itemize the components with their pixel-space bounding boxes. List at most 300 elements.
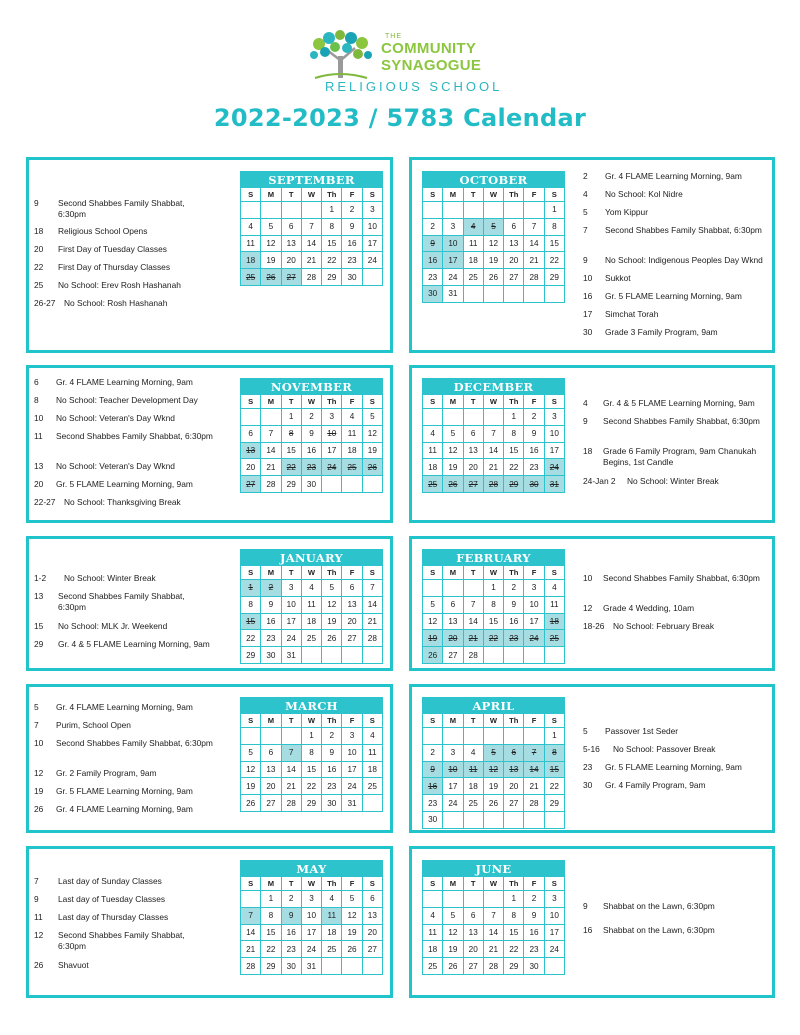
day-cell: 15 — [281, 442, 301, 459]
weekday-header: T — [463, 188, 483, 202]
day-cell: 27 — [342, 630, 362, 647]
day-cell: 12 — [443, 442, 463, 459]
day-cell: 26 — [423, 647, 443, 664]
day-cell: 9 — [524, 425, 544, 442]
day-cell: 25 — [463, 795, 483, 812]
day-cell: 4 — [241, 218, 261, 235]
event-date: 13 — [34, 461, 44, 471]
weekday-header: Th — [322, 714, 342, 728]
day-cell: 22 — [241, 630, 261, 647]
event-item — [34, 479, 224, 490]
weekday-header: W — [483, 714, 503, 728]
day-cell: 12 — [443, 924, 463, 941]
event-text: No School: Rosh Hashanah — [64, 298, 168, 308]
day-cell: 18 — [342, 442, 362, 459]
day-cell: 27 — [504, 795, 524, 812]
day-cell: 16 — [423, 252, 443, 269]
day-cell: 26 — [443, 476, 463, 493]
event-item — [583, 762, 773, 773]
event-item — [583, 726, 773, 737]
event-item — [34, 930, 224, 951]
day-cell: 5 — [241, 744, 261, 761]
empty-cell — [504, 647, 524, 664]
event-item — [34, 226, 224, 237]
event-date: 26 — [34, 960, 44, 970]
event-item — [583, 573, 773, 584]
day-cell: 15 — [504, 924, 524, 941]
day-cell: 23 — [342, 252, 362, 269]
event-item — [34, 573, 224, 584]
day-cell: 19 — [362, 442, 382, 459]
day-cell: 25 — [463, 269, 483, 286]
day-cell: 2 — [322, 728, 342, 745]
empty-cell — [524, 728, 544, 745]
day-cell: 21 — [463, 630, 483, 647]
day-cell: 22 — [281, 459, 301, 476]
day-cell: 7 — [483, 907, 503, 924]
day-cell: 4 — [463, 744, 483, 761]
day-cell: 11 — [322, 907, 342, 924]
day-cell: 1 — [544, 728, 564, 745]
event-text: Sukkot — [605, 273, 631, 283]
weekday-header: T — [281, 566, 301, 580]
day-cell: 8 — [322, 218, 342, 235]
weekday-header: Th — [504, 566, 524, 580]
day-cell: 28 — [483, 958, 503, 975]
weekday-header: S — [241, 714, 261, 728]
day-cell: 13 — [443, 613, 463, 630]
day-cell: 25 — [322, 941, 342, 958]
day-cell: 30 — [281, 958, 301, 975]
day-cell: 10 — [524, 596, 544, 613]
day-cell: 4 — [423, 425, 443, 442]
event-date: 18 — [583, 446, 593, 456]
weekday-header: T — [281, 714, 301, 728]
day-cell: 27 — [261, 795, 281, 812]
event-date: 10 — [583, 573, 593, 583]
event-date: 26-27 — [34, 298, 56, 308]
day-cell: 14 — [301, 235, 321, 252]
day-cell: 2 — [261, 580, 281, 597]
day-cell: 6 — [463, 907, 483, 924]
event-text: Second Shabbes Family Shabbat, 6:30pm — [603, 416, 760, 426]
day-cell: 15 — [241, 613, 261, 630]
empty-cell — [524, 647, 544, 664]
event-text: No School: February Break — [613, 621, 715, 631]
empty-cell — [362, 269, 382, 286]
day-cell: 25 — [241, 269, 261, 286]
event-item — [34, 720, 224, 731]
event-text: No School: Erev Rosh Hashanah — [58, 280, 181, 290]
day-cell: 1 — [504, 409, 524, 426]
day-cell: 13 — [362, 907, 382, 924]
day-cell: 18 — [322, 924, 342, 941]
event-text: Shabbat on the Lawn, 6:30pm — [603, 901, 715, 911]
day-cell: 5 — [261, 218, 281, 235]
weekday-header: W — [301, 395, 321, 409]
day-cell: 10 — [443, 761, 463, 778]
day-cell: 28 — [261, 476, 281, 493]
weekday-header: S — [544, 188, 564, 202]
weekday-header: S — [544, 395, 564, 409]
event-text: Gr. 5 FLAME Learning Morning, 9am — [605, 762, 742, 772]
empty-cell — [483, 285, 503, 302]
empty-cell — [423, 409, 443, 426]
day-cell: 11 — [362, 744, 382, 761]
event-date: 30 — [583, 327, 593, 337]
day-cell: 6 — [463, 425, 483, 442]
day-cell: 12 — [362, 425, 382, 442]
event-date: 4 — [583, 398, 588, 408]
month-name: OCTOBER — [423, 172, 565, 188]
weekday-header: W — [301, 714, 321, 728]
event-date: 6 — [34, 377, 39, 387]
day-cell: 2 — [423, 744, 443, 761]
day-cell: 20 — [281, 252, 301, 269]
day-cell: 17 — [342, 761, 362, 778]
day-cell: 3 — [342, 728, 362, 745]
empty-cell — [463, 891, 483, 908]
day-cell: 19 — [423, 630, 443, 647]
day-cell: 9 — [342, 218, 362, 235]
event-text: No School: Veteran's Day Wknd — [56, 413, 175, 423]
weekday-header: M — [261, 714, 281, 728]
day-cell: 28 — [483, 476, 503, 493]
day-cell: 28 — [281, 795, 301, 812]
weekday-header: M — [261, 566, 281, 580]
event-item — [34, 876, 224, 887]
event-date: 22-27 — [34, 497, 56, 507]
day-cell: 17 — [443, 778, 463, 795]
event-item — [583, 327, 773, 338]
event-date: 11 — [34, 431, 43, 441]
day-cell: 13 — [261, 761, 281, 778]
day-cell: 14 — [281, 761, 301, 778]
logo — [305, 30, 505, 96]
month-name: FEBRUARY — [423, 550, 565, 566]
event-item — [34, 377, 224, 388]
day-cell: 19 — [241, 778, 261, 795]
weekday-header: S — [544, 714, 564, 728]
day-cell: 29 — [261, 958, 281, 975]
empty-cell — [483, 647, 503, 664]
empty-cell — [463, 728, 483, 745]
empty-cell — [241, 891, 261, 908]
weekday-header: S — [362, 395, 382, 409]
empty-cell — [443, 891, 463, 908]
empty-cell — [504, 811, 524, 828]
day-cell: 19 — [443, 941, 463, 958]
day-cell: 4 — [362, 728, 382, 745]
event-item — [34, 768, 224, 779]
event-item — [34, 298, 224, 309]
event-text: Second Shabbes Family Shabbat, 6:30pm — [58, 198, 185, 219]
day-cell: 3 — [362, 202, 382, 219]
weekday-header: W — [483, 877, 503, 891]
empty-cell — [322, 647, 342, 664]
weekday-header: Th — [504, 714, 524, 728]
day-cell: 30 — [342, 269, 362, 286]
logo-the: THE — [385, 33, 402, 40]
event-text: First Day of Thursday Classes — [58, 262, 171, 272]
day-cell: 25 — [342, 459, 362, 476]
event-text: Second Shabbes Family Shabbat, 6:30pm — [603, 573, 760, 583]
day-cell: 28 — [463, 647, 483, 664]
weekday-header: T — [281, 395, 301, 409]
day-cell: 19 — [483, 778, 503, 795]
day-cell: 27 — [504, 269, 524, 286]
day-cell: 2 — [281, 891, 301, 908]
day-cell: 11 — [241, 235, 261, 252]
day-cell: 9 — [504, 596, 524, 613]
day-cell: 7 — [261, 425, 281, 442]
day-cell: 21 — [362, 613, 382, 630]
day-cell: 20 — [504, 252, 524, 269]
weekday-header: S — [241, 566, 261, 580]
weekday-header: F — [342, 877, 362, 891]
empty-cell — [483, 409, 503, 426]
day-cell: 31 — [443, 285, 463, 302]
day-cell: 26 — [322, 630, 342, 647]
event-item — [34, 804, 224, 815]
event-text: Gr. 5 FLAME Learning Morning, 9am — [56, 786, 193, 796]
day-cell: 1 — [301, 728, 321, 745]
day-cell: 19 — [342, 924, 362, 941]
empty-cell — [463, 580, 483, 597]
day-cell: 27 — [463, 476, 483, 493]
event-date: 1-2 — [34, 573, 47, 583]
day-cell: 6 — [362, 891, 382, 908]
event-item — [583, 171, 773, 182]
day-cell: 13 — [504, 235, 524, 252]
event-date: 26 — [34, 804, 44, 814]
day-cell: 22 — [483, 630, 503, 647]
event-item — [583, 621, 773, 632]
day-cell: 27 — [281, 269, 301, 286]
day-cell: 30 — [301, 476, 321, 493]
day-cell: 3 — [443, 218, 463, 235]
day-cell: 5 — [423, 596, 443, 613]
day-cell: 30 — [524, 958, 544, 975]
event-item — [34, 621, 224, 632]
day-cell: 30 — [423, 811, 443, 828]
day-cell: 22 — [544, 252, 564, 269]
day-cell: 24 — [322, 459, 342, 476]
empty-cell — [423, 202, 443, 219]
day-cell: 14 — [463, 613, 483, 630]
weekday-header: S — [362, 188, 382, 202]
event-text: Grade 3 Family Program, 9am — [605, 327, 718, 337]
day-cell: 13 — [342, 596, 362, 613]
day-cell: 24 — [544, 459, 564, 476]
event-date: 4 — [583, 189, 588, 199]
day-cell: 2 — [301, 409, 321, 426]
day-cell: 5 — [483, 218, 503, 235]
event-item — [34, 461, 224, 472]
event-date: 15 — [34, 621, 44, 631]
weekday-header: M — [443, 714, 463, 728]
event-item — [34, 702, 224, 713]
day-cell: 15 — [544, 235, 564, 252]
day-cell: 9 — [301, 425, 321, 442]
empty-cell — [483, 891, 503, 908]
logo-synagogue: SYNAGOGUE — [381, 57, 482, 74]
day-cell: 3 — [524, 580, 544, 597]
day-cell: 11 — [423, 442, 443, 459]
month-name: NOVEMBER — [241, 379, 383, 395]
event-item — [583, 291, 773, 302]
event-date: 25 — [34, 280, 44, 290]
day-cell: 1 — [483, 580, 503, 597]
event-text: Gr. 4 FLAME Learning Morning, 9am — [56, 377, 193, 387]
day-cell: 8 — [504, 907, 524, 924]
event-date: 29 — [34, 639, 44, 649]
day-cell: 13 — [281, 235, 301, 252]
day-cell: 14 — [483, 442, 503, 459]
event-text: No School: Indigenous Peoples Day Wknd — [605, 255, 763, 265]
empty-cell — [423, 728, 443, 745]
weekday-header: M — [443, 395, 463, 409]
day-cell: 24 — [524, 630, 544, 647]
month-calendar-march — [240, 697, 383, 812]
day-cell: 29 — [241, 647, 261, 664]
event-date: 30 — [583, 780, 593, 790]
empty-cell — [342, 647, 362, 664]
day-cell: 3 — [443, 744, 463, 761]
day-cell: 1 — [241, 580, 261, 597]
event-text: Grade 4 Wedding, 10am — [603, 603, 695, 613]
event-item — [583, 925, 773, 936]
day-cell: 7 — [281, 744, 301, 761]
day-cell: 14 — [362, 596, 382, 613]
event-text: No School: Winter Break — [64, 573, 156, 583]
day-cell: 9 — [423, 235, 443, 252]
day-cell: 6 — [241, 425, 261, 442]
day-cell: 29 — [322, 269, 342, 286]
event-text: Gr. 2 Family Program, 9am — [56, 768, 157, 778]
day-cell: 14 — [483, 924, 503, 941]
day-cell: 15 — [483, 613, 503, 630]
event-text: Gr. 4 & 5 FLAME Learning Morning, 9am — [58, 639, 210, 649]
day-cell: 26 — [261, 269, 281, 286]
day-cell: 25 — [544, 630, 564, 647]
day-cell: 25 — [423, 476, 443, 493]
day-cell: 17 — [524, 613, 544, 630]
event-text: No School: Passover Break — [613, 744, 716, 754]
event-date: 7 — [583, 225, 588, 235]
day-cell: 24 — [342, 778, 362, 795]
day-cell: 5 — [362, 409, 382, 426]
empty-cell — [322, 958, 342, 975]
event-date: 5-16 — [583, 744, 600, 754]
day-cell: 12 — [423, 613, 443, 630]
month-calendar-january — [240, 549, 383, 664]
weekday-header: S — [241, 877, 261, 891]
event-text: Second Shabbes Family Shabbat, 6:30pm — [56, 738, 213, 748]
day-cell: 16 — [524, 442, 544, 459]
weekday-header: F — [342, 395, 362, 409]
empty-cell — [362, 647, 382, 664]
day-cell: 25 — [301, 630, 321, 647]
day-cell: 31 — [544, 476, 564, 493]
event-date: 10 — [34, 413, 44, 423]
day-cell: 18 — [544, 613, 564, 630]
event-item — [583, 780, 773, 791]
day-cell: 30 — [423, 285, 443, 302]
day-cell: 24 — [443, 269, 463, 286]
event-date: 17 — [583, 309, 593, 319]
weekday-header: T — [463, 395, 483, 409]
day-cell: 9 — [281, 907, 301, 924]
event-text: Second Shabbes Family Shabbat, 6:30pm — [56, 431, 213, 441]
empty-cell — [261, 202, 281, 219]
event-date: 16 — [583, 291, 593, 301]
day-cell: 16 — [342, 235, 362, 252]
day-cell: 21 — [301, 252, 321, 269]
day-cell: 13 — [504, 761, 524, 778]
month-calendar-december — [422, 378, 565, 493]
empty-cell — [524, 202, 544, 219]
event-item — [583, 603, 773, 614]
day-cell: 28 — [241, 958, 261, 975]
event-item — [583, 255, 773, 266]
day-cell: 17 — [322, 442, 342, 459]
day-cell: 14 — [261, 442, 281, 459]
weekday-header: S — [423, 714, 443, 728]
empty-cell — [483, 202, 503, 219]
event-item — [583, 901, 773, 912]
day-cell: 24 — [281, 630, 301, 647]
weekday-header: F — [524, 188, 544, 202]
day-cell: 2 — [342, 202, 362, 219]
month-name: APRIL — [423, 698, 565, 714]
event-text: No School: Thanksgiving Break — [64, 497, 181, 507]
day-cell: 18 — [423, 941, 443, 958]
event-item — [34, 912, 224, 923]
day-cell: 23 — [524, 941, 544, 958]
day-cell: 7 — [524, 218, 544, 235]
empty-cell — [463, 202, 483, 219]
event-item — [34, 497, 224, 508]
day-cell: 23 — [261, 630, 281, 647]
day-cell: 10 — [443, 235, 463, 252]
event-item — [34, 960, 224, 971]
day-cell: 8 — [504, 425, 524, 442]
day-cell: 23 — [524, 459, 544, 476]
weekday-header: S — [544, 566, 564, 580]
event-text: Gr. 4 FLAME Learning Morning, 9am — [605, 171, 742, 181]
day-cell: 1 — [281, 409, 301, 426]
day-cell: 6 — [504, 218, 524, 235]
weekday-header: S — [423, 877, 443, 891]
event-text: Last day of Thursday Classes — [58, 912, 169, 922]
event-item — [34, 413, 224, 424]
day-cell: 28 — [524, 795, 544, 812]
day-cell: 17 — [362, 235, 382, 252]
day-cell: 16 — [261, 613, 281, 630]
weekday-header: W — [301, 188, 321, 202]
day-cell: 23 — [301, 459, 321, 476]
event-item — [34, 639, 224, 650]
day-cell: 15 — [322, 235, 342, 252]
day-cell: 22 — [504, 459, 524, 476]
weekday-header: M — [443, 188, 463, 202]
day-cell: 7 — [463, 596, 483, 613]
event-date: 20 — [34, 244, 44, 254]
day-cell: 16 — [322, 761, 342, 778]
day-cell: 11 — [342, 425, 362, 442]
day-cell: 17 — [281, 613, 301, 630]
